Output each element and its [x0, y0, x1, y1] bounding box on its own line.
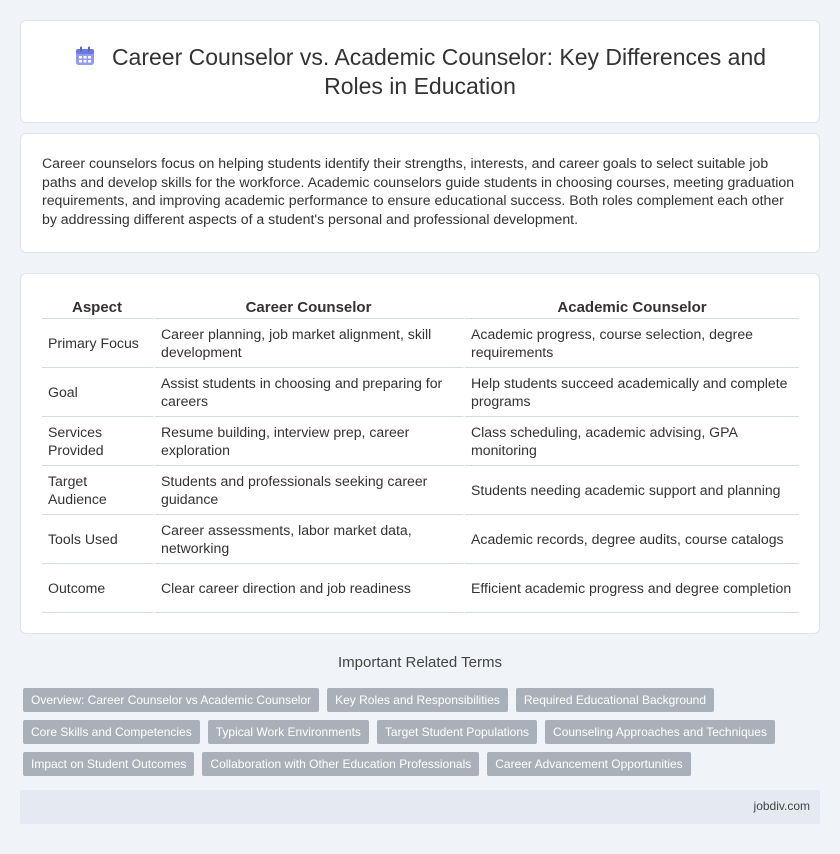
- cell-aspect: Tools Used: [42, 515, 155, 564]
- tag-link[interactable]: Career Advancement Opportunities: [487, 752, 690, 776]
- tag-link[interactable]: Target Student Populations: [377, 720, 537, 744]
- table-row: [42, 564, 799, 613]
- related-terms-tags: [23, 688, 783, 784]
- tag-link[interactable]: Impact on Student Outcomes: [23, 752, 194, 776]
- footer-site-link[interactable]: jobdiv.com: [753, 799, 810, 813]
- tag-row: [23, 720, 783, 744]
- calendar-icon: [74, 45, 96, 67]
- cell-aspect: Target Audience: [42, 466, 155, 515]
- table-row: [42, 466, 799, 515]
- cell-career: Assist students in choosing and preparing for careers: [155, 368, 465, 417]
- comparison-table-card: [20, 273, 820, 634]
- header-card: [20, 20, 820, 123]
- tag-link[interactable]: Core Skills and Competencies: [23, 720, 200, 744]
- cell-academic: Academic records, degree audits, course catalogs: [465, 515, 799, 564]
- related-terms-heading: Important Related Terms: [338, 654, 502, 671]
- table-header-row: [42, 292, 799, 319]
- tag-link[interactable]: Overview: Career Counselor vs Academic Counselor: [23, 688, 319, 712]
- tag-link[interactable]: Typical Work Environments: [208, 720, 369, 744]
- cell-academic: Class scheduling, academic advising, GPA monitoring: [465, 417, 799, 466]
- tag-row: [23, 688, 783, 712]
- cell-academic: Help students succeed academically and complete programs: [465, 368, 799, 417]
- cell-career: Career assessments, labor market data, networking: [155, 515, 465, 564]
- header-aspect: Aspect: [42, 292, 155, 319]
- tag-link[interactable]: Collaboration with Other Education Professionals: [202, 752, 479, 776]
- page-title: Career Counselor vs. Academic Counselor: Key Differences and Roles in Education: [111, 44, 767, 99]
- cell-career: Clear career direction and job readiness: [155, 564, 465, 613]
- tag-link[interactable]: Key Roles and Responsibilities: [327, 688, 508, 712]
- header-career-counselor: Career Counselor: [155, 292, 465, 319]
- tag-row: [23, 752, 783, 776]
- intro-card: [20, 133, 820, 253]
- header-academic-counselor: Academic Counselor: [465, 292, 799, 319]
- cell-aspect: Outcome: [42, 564, 155, 613]
- page-title-wrap: [21, 43, 819, 101]
- cell-aspect: Goal: [42, 368, 155, 417]
- cell-aspect: Services Provided: [42, 417, 155, 466]
- table-row: [42, 515, 799, 564]
- cell-academic: Efficient academic progress and degree completion: [465, 564, 799, 613]
- cell-academic: Academic progress, course selection, degree requirements: [465, 319, 799, 368]
- cell-career: Career planning, job market alignment, skill development: [155, 319, 465, 368]
- table-row: [42, 319, 799, 368]
- cell-academic: Students needing academic support and planning: [465, 466, 799, 515]
- cell-aspect: Primary Focus: [42, 319, 155, 368]
- cell-career: Resume building, interview prep, career exploration: [155, 417, 465, 466]
- tag-link[interactable]: Required Educational Background: [516, 688, 714, 712]
- table-row: [42, 417, 799, 466]
- tag-link[interactable]: Counseling Approaches and Techniques: [545, 720, 775, 744]
- footer-bar: [20, 790, 820, 824]
- table-row: [42, 368, 799, 417]
- intro-paragraph: Career counselors focus on helping students identify their strengths, interests, and career goals to select suitable job paths and develop skills for the workforce. Academic counselors guide students in choosing courses, meeting graduation requirements, and improving academic performance to ensure educational success. Both roles complement each other by addressing different aspects of a student's personal and professional development.: [42, 155, 795, 227]
- comparison-table: [42, 292, 799, 613]
- cell-career: Students and professionals seeking career guidance: [155, 466, 465, 515]
